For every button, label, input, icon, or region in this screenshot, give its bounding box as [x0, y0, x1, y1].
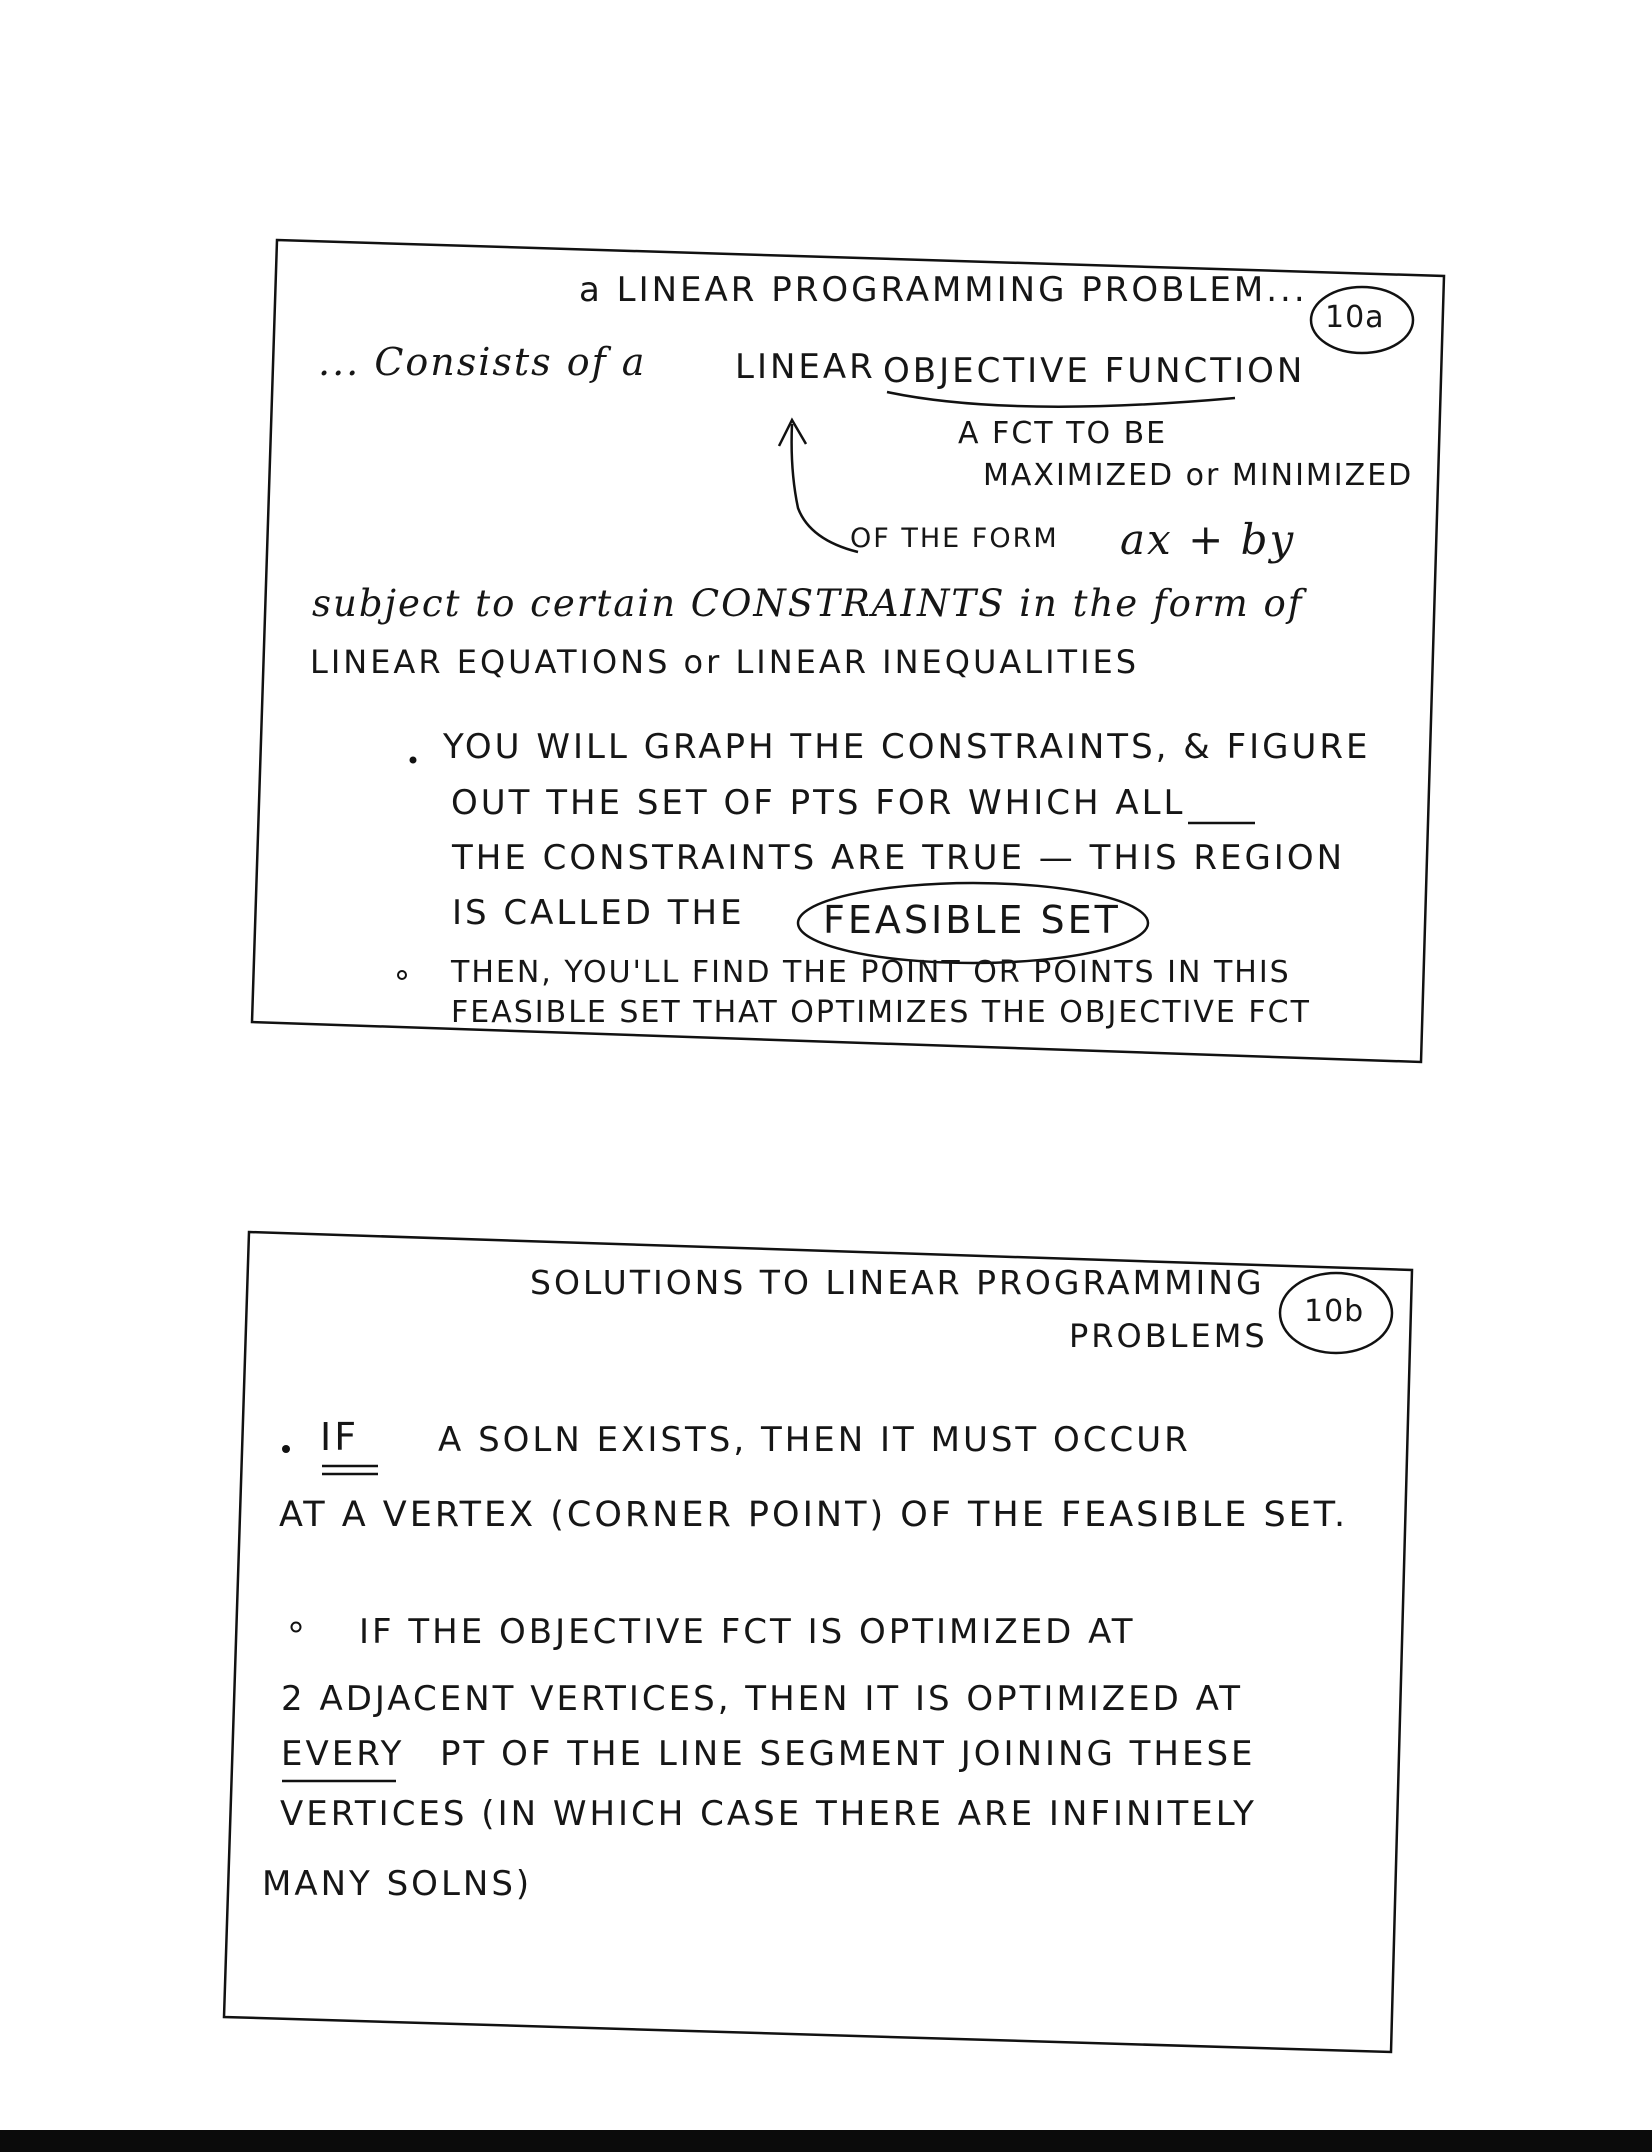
if-underline — [322, 1466, 378, 1474]
card-a-equations-line: LINEAR EQUATIONS or LINEAR INEQUALITIES — [310, 643, 1140, 681]
card-b-para2-line3: PT OF THE LINE SEGMENT JOINING THESE — [440, 1734, 1256, 1774]
card-b-title-line1: SOLUTIONS TO LINEAR PROGRAMMING — [530, 1263, 1265, 1302]
card-a-objective-function: OBJECTIVE FUNCTION — [883, 351, 1306, 391]
card-a-form-expr: ax + by — [1120, 515, 1296, 564]
card-b-para2-line2: 2 ADJACENT VERTICES, THEN IT IS OPTIMIZED AT — [281, 1679, 1243, 1719]
card-b-para2-line5: MANY SOLNS) — [262, 1864, 533, 1904]
card-a-bullet2-line2: FEASIBLE SET THAT OPTIMIZES THE OBJECTIVE FCT — [451, 995, 1311, 1030]
card-a-bullet1-line2: OUT THE SET OF PTS FOR WHICH ALL — [451, 783, 1186, 823]
card-b-title-line2: PROBLEMS — [1069, 1317, 1268, 1355]
objective-underline — [887, 392, 1235, 407]
card-a-title: a LINEAR PROGRAMMING PROBLEM... — [579, 270, 1308, 310]
card-a-feasible-set: FEASIBLE SET — [823, 898, 1121, 942]
card-a-bullet2-line1: THEN, YOU'LL FIND THE POINT OR POINTS IN THIS — [451, 955, 1291, 990]
card-a-subject-line: subject to certain CONSTRAINTS in the form of — [312, 582, 1304, 625]
card-a-bullet1-line1: YOU WILL GRAPH THE CONSTRAINTS, & FIGURE — [443, 727, 1371, 767]
card-a-bullet1-line4: IS CALLED THE — [452, 893, 745, 933]
card-a-fct-note-1: A FCT TO BE — [958, 416, 1168, 451]
card-b-tag: 10b — [1304, 1294, 1365, 1329]
scan-edge-bar — [0, 2130, 1652, 2152]
card-a-fct-note-2: MAXIMIZED or MINIMIZED — [983, 458, 1414, 493]
card-a-form-label: OF THE FORM — [850, 523, 1059, 554]
form-arrow-icon — [792, 424, 858, 552]
card-b-if: IF — [320, 1415, 360, 1459]
card-a-consists: ... Consists of a — [318, 340, 647, 384]
card-b-para1-line1: A SOLN EXISTS, THEN IT MUST OCCUR — [438, 1420, 1191, 1460]
card-b-para1-line2: AT A VERTEX (CORNER POINT) OF THE FEASIBLE SET. — [279, 1495, 1349, 1535]
card-a-tag: 10a — [1325, 300, 1385, 335]
card-b-para2-line4: VERTICES (IN WHICH CASE THERE ARE INFINITELY — [280, 1794, 1257, 1834]
card-b-para2-line1: IF THE OBJECTIVE FCT IS OPTIMIZED AT — [359, 1612, 1136, 1652]
card-a-linear: LINEAR — [735, 347, 876, 387]
card-b-every: EVERY — [281, 1734, 405, 1774]
card-a-bullet1-line3: THE CONSTRAINTS ARE TRUE — THIS REGION — [452, 838, 1346, 878]
